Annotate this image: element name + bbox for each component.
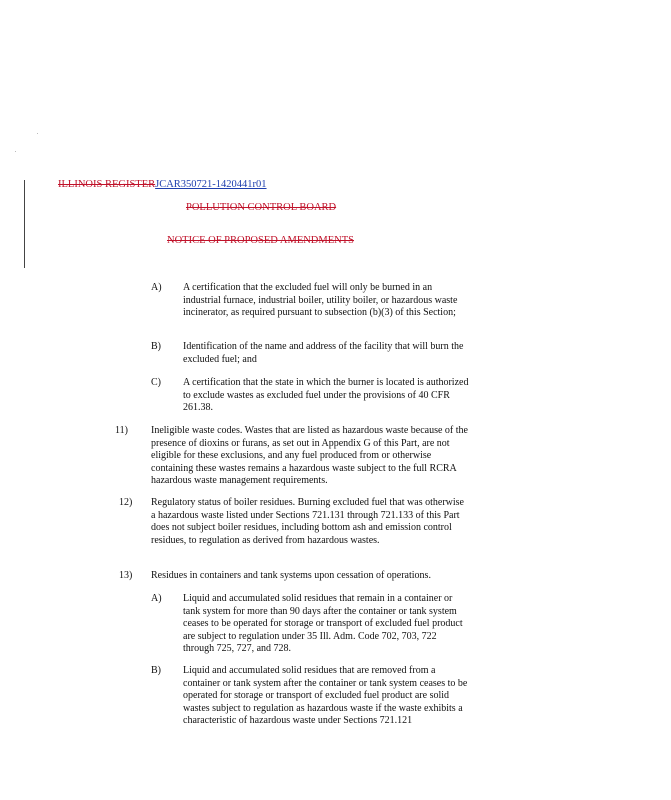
item-text: Residues in containers and tank systems upon cessation of operations. — [151, 570, 431, 581]
item-text: Ineligible waste codes. Wastes that are listed as hazardous waste because of the presence of dioxins or furans, as set out in Appendix G of this Part, are not eligible for these exclusions, and any fuel produced from or otherwise containing these wastes remains a hazardous waste subject to the full RCRA hazardous waste management requirements. — [151, 425, 468, 487]
item-text: A certification that the excluded fuel will only be burned in an industrial furnace, industrial boiler, utility boiler, or hazardous waste incinerator, as required pursuant to subsection (b)(3) of this Section; — [183, 282, 458, 319]
item-text: Regulatory status of boiler residues. Burning excluded fuel that was otherwise a hazardous waste listed under Sections 721.131 through 721.133 of this Part does not subject boiler residues, including bottom ash and emission control residues, to regulation as derived from hazardous wastes. — [151, 497, 464, 546]
notice-title: NOTICE OF PROPOSED AMENDMENTS — [167, 235, 354, 246]
item-marker: 12) — [119, 497, 133, 508]
scan-speck — [15, 151, 16, 152]
item-marker: B) — [151, 341, 161, 352]
scan-speck — [37, 133, 38, 134]
item-marker: C) — [151, 377, 161, 388]
item-text: Liquid and accumulated solid residues that remain in a container or tank system for more than 90 days after the container or tank system ceases to be operated for storage or transport of excluded fuel product are subject to regulation under 35 Ill. Adm. Code 702, 703, 722 through 725, 727, and 728. — [183, 593, 463, 655]
item-text: A certification that the state in which the burner is located is authorized to exclude wastes as excluded fuel under the provisions of 40 CFR 261.38. — [183, 377, 469, 414]
item-text: Liquid and accumulated solid residues that are removed from a container or tank system after the container or tank system ceases to be operated for storage or transport of excluded fuel product are solid wastes subject to regulation as hazardous waste if the waste exhibits a characteristic of hazardous waste under Sections 721.121 — [183, 665, 468, 727]
board-title: POLLUTION CONTROL BOARD — [186, 202, 337, 213]
item-text: Identification of the name and address of the facility that will burn the excluded fuel; and — [183, 341, 464, 365]
item-marker: A) — [151, 282, 162, 293]
item-marker: B) — [151, 665, 161, 676]
register-struck-text: ILLINOIS REGISTER — [58, 179, 156, 190]
item-marker: A) — [151, 593, 162, 604]
item-marker: 13) — [119, 570, 133, 581]
register-line — [58, 179, 267, 190]
item-marker: 11) — [115, 425, 128, 436]
revision-bar — [24, 180, 25, 268]
register-inserted-text: JCAR350721-1420441r01 — [155, 179, 267, 190]
